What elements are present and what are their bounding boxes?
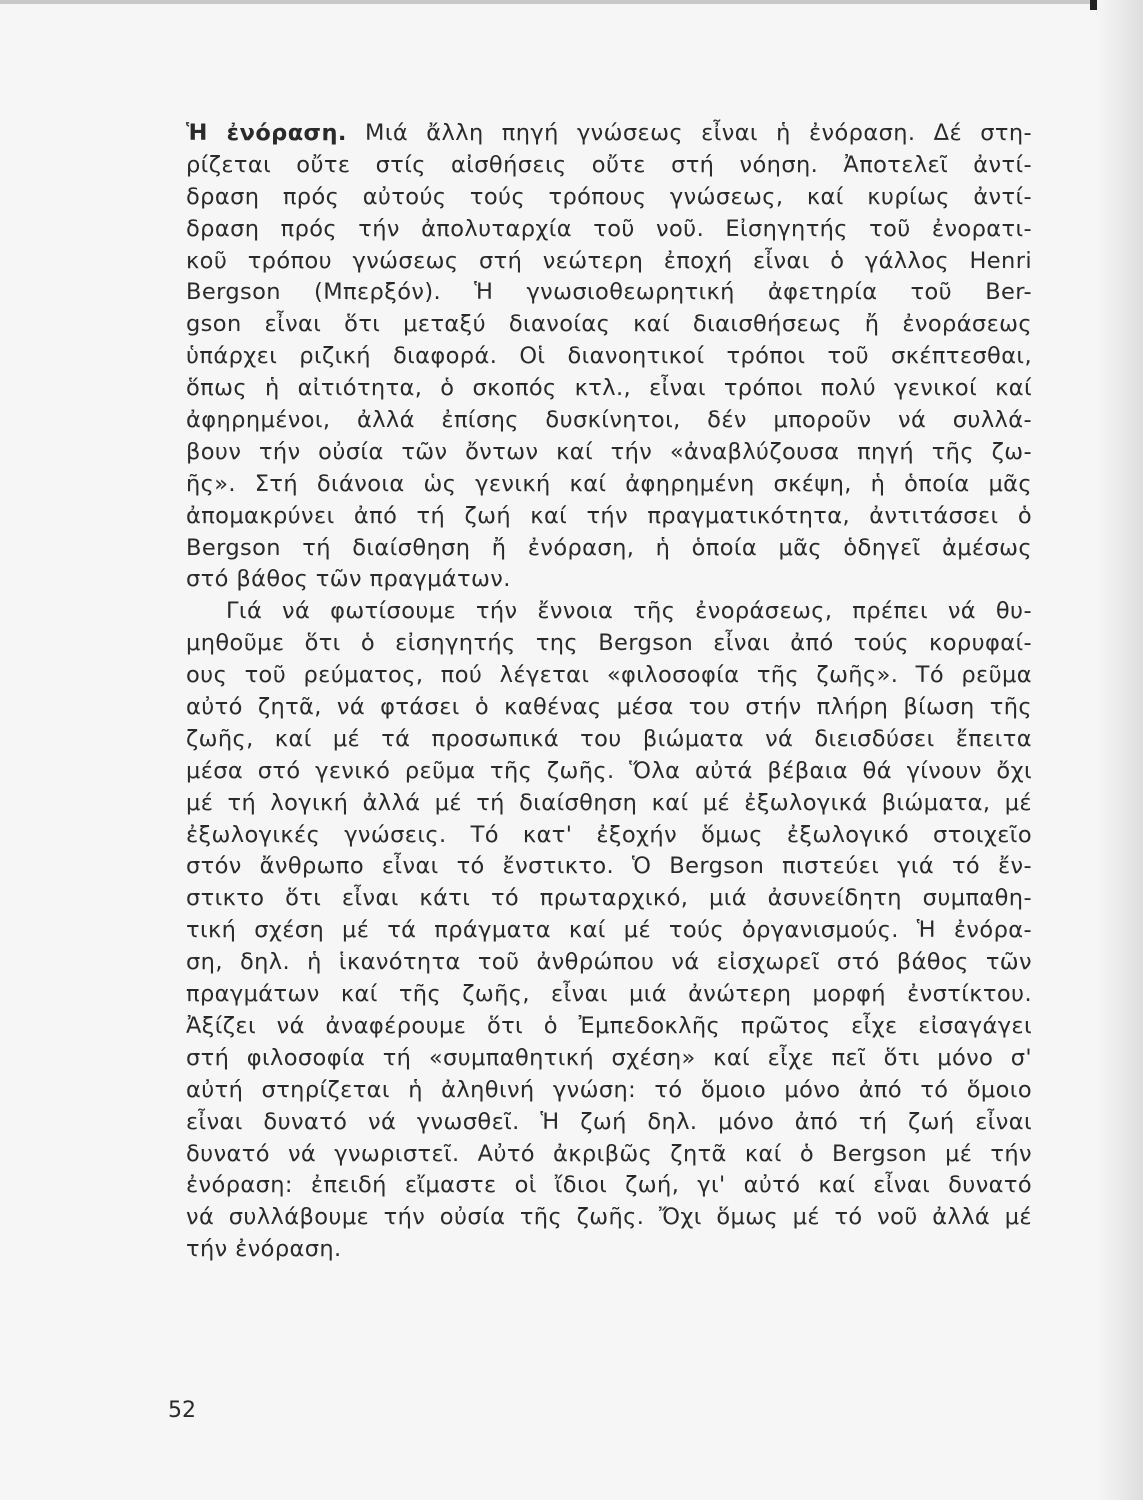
paragraph-1-line: Bergson (Μπερξόν). Ἡ γνωσιοθεωρητική ἀφετηρία τοῦ Ber- [186, 279, 1032, 306]
paragraph-1-line: κοῦ τρόπου γνώσεως στή νεώτερη ἐποχή εἶναι ὁ γάλλος Henri [186, 247, 1032, 274]
paragraph-2-line: μέ τή λογική ἀλλά μέ τή διαίσθηση καί μέ ἐξωλογικά βιώματα, μέ [186, 789, 1032, 816]
paragraph-1-line: δραση πρός αὐτούς τούς τρόπους γνώσεως, καί κυρίως ἀντί- [186, 183, 1032, 210]
paragraph-2-line: πραγμάτων καί τῆς ζωῆς, εἶναι μιά ἀνώτερη μορφή ἐνστίκτου. [186, 981, 1032, 1008]
paragraph-1-line: ἀφηρημένοι, ἀλλά ἐπίσης δυσκίνητοι, δέν μποροῦν νά συλλά- [186, 407, 1032, 434]
page-number: 52 [168, 1398, 196, 1423]
page-right-shadow [1097, 0, 1143, 1500]
paragraph-2-line: ους τοῦ ρεύματος, πού λέγεται «φιλοσοφία τῆς ζωῆς». Τό ρεῦμα [186, 662, 1032, 689]
paragraph-2-line: στή φιλοσοφία τή «συμπαθητική σχέση» καί εἶχε πεῖ ὅτι μόνο σ' [186, 1044, 1032, 1071]
paragraph-2-line: τήν ἐνόραση. [186, 1236, 342, 1263]
section-heading: Ἡ ἐνόραση. [186, 120, 347, 146]
paragraph-2-line: ἐξωλογικές γνώσεις. Τό κατ' ἐξοχήν ὅμως ἐξωλογικό στοιχεῖο [186, 821, 1032, 848]
paragraph-1-line: ῆς». Στή διάνοια ὡς γενική καί ἀφηρημένη σκέψη, ἡ ὁποία μᾶς [186, 470, 1032, 497]
paragraph-2-line: ζωῆς, καί μέ τά προσωπικά του βιώματα νά διεισδύσει ἔπειτα [186, 725, 1032, 752]
paragraph-2-line: στόν ἄνθρωπο εἶναι τό ἔνστικτο. Ὁ Bergson πιστεύει γιά τό ἔν- [186, 853, 1032, 880]
paragraph-2-line: ση, δηλ. ἡ ἱκανότητα τοῦ ἀνθρώπου νά εἰσχωρεῖ στό βάθος τῶν [186, 949, 1032, 976]
paragraph-1-line: στό βάθος τῶν πραγμάτων. [186, 566, 511, 593]
paragraph-2-line: ἐνόραση: ἐπειδή εἴμαστε οἱ ἴδιοι ζωή, γι' αὐτό καί εἶναι δυνατό [186, 1172, 1032, 1199]
paragraph-2-line: αὐτή στηρίζεται ἡ ἀληθινή γνώση: τό ὅμοιο μόνο ἀπό τό ὅμοιο [186, 1076, 1032, 1103]
paragraph-2-line: τική σχέση μέ τά πράγματα καί μέ τούς ὀργανισμούς. Ἡ ἐνόρα- [186, 917, 1032, 944]
paragraph-1-line: δραση πρός τήν ἀπολυταρχία τοῦ νοῦ. Εἰσηγητής τοῦ ἐνορατι- [186, 215, 1032, 242]
paragraph-1-line: Bergson τή διαίσθηση ἤ ἐνόραση, ἡ ὁποία μᾶς ὁδηγεῖ ἀμέσως [186, 534, 1032, 561]
page-top-edge [0, 0, 1143, 4]
paragraph-1-line: ρίζεται οὔτε στίς αἰσθήσεις οὔτε στή νόηση. Ἀποτελεῖ ἀντί- [186, 151, 1032, 178]
paragraph-1-line [186, 118, 1032, 150]
paragraph-1-line: ὅπως ἡ αἰτιότητα, ὁ σκοπός κτλ., εἶναι τρόποι πολύ γενικοί καί [186, 375, 1032, 402]
paragraph-2-line: νά συλλάβουμε τήν οὐσία τῆς ζωῆς. Ὄχι ὅμως μέ τό νοῦ ἀλλά μέ [186, 1204, 1032, 1231]
paragraph-2-line: στικτο ὅτι εἶναι κάτι τό πρωταρχικό, μιά ἀσυνείδητη συμπαθη- [186, 885, 1032, 912]
paragraph-1-line: βουν τήν οὐσία τῶν ὄντων καί τήν «ἀναβλύζουσα πηγή τῆς ζω- [186, 438, 1032, 465]
paragraph-2-line: δυνατό νά γνωριστεῖ. Αὐτό ἀκριβῶς ζητᾶ καί ὁ Bergson μέ τήν [186, 1140, 1032, 1167]
paragraph-1-line: ἀπομακρύνει ἀπό τή ζωή καί τήν πραγματικότητα, ἀντιτάσσει ὁ [186, 502, 1032, 529]
paragraph-2-line: Ἀξίζει νά ἀναφέρουμε ὅτι ὁ Ἐμπεδοκλῆς πρῶτος εἶχε εἰσαγάγει [186, 1012, 1032, 1039]
paragraph-2-line: μέσα στό γενικό ρεῦμα τῆς ζωῆς. Ὅλα αὐτά βέβαια θά γίνουν ὄχι [186, 757, 1032, 784]
paragraph-1-line: gson εἶναι ὅτι μεταξύ διανοίας καί διαισθήσεως ἤ ἐνοράσεως [186, 311, 1032, 338]
body-text [186, 118, 1032, 1266]
paragraph-2-line: εἶναι δυνατό νά γνωσθεῖ. Ἡ ζωή δηλ. μόνο ἀπό τή ζωή εἶναι [186, 1108, 1032, 1135]
paragraph-1-line: ὑπάρχει ριζική διαφορά. Οἱ διανοητικοί τρόποι τοῦ σκέπτεσθαι, [186, 343, 1032, 370]
paragraph-2-line: αὐτό ζητᾶ, νά φτάσει ὁ καθένας μέσα του στήν πλήρη βίωση τῆς [186, 694, 1032, 721]
paragraph-2-line: Γιά νά φωτίσουμε τήν ἔννοια τῆς ἐνοράσεως, πρέπει νά θυ- [226, 598, 1032, 625]
paragraph-2-line: μηθοῦμε ὅτι ὁ εἰσηγητής της Bergson εἶναι ἀπό τούς κορυφαί- [186, 630, 1032, 657]
paragraph-1-first-line: Μιά ἄλλη πηγή γνώσεως εἶναι ἡ ἐνόραση. Δέ στη- [346, 120, 1032, 146]
